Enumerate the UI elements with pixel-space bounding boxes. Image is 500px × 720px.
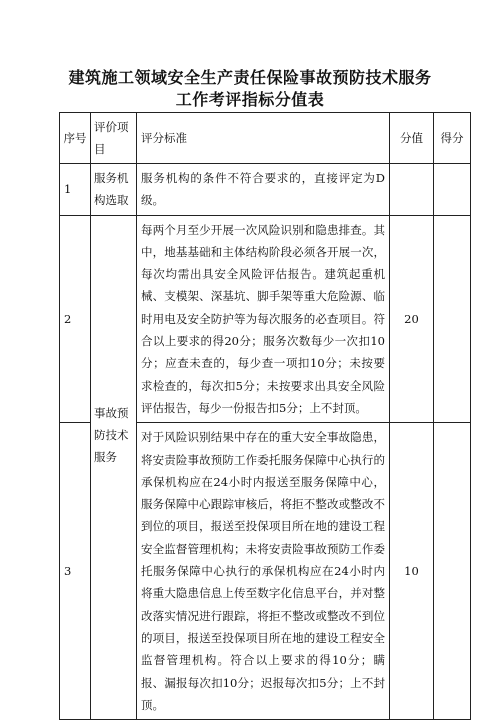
- score-table: [59, 112, 471, 720]
- document-title: 建筑施工领域安全生产责任保险事故预防技术服务: [68, 68, 432, 87]
- row-value: 10: [390, 423, 434, 720]
- document-subtitle: 工作考评指标分值表: [175, 90, 325, 109]
- row-standard: 每两个月至少开展一次风险识别和隐患排查。其中，地基基础和主体结构阶段必须各开展一次，每次均需出具安全风险评估报告。建筑起重机械、支模架、深基坑、脚手架等重大危险源、临时用电及安全防护等为每次服务的必查项目。符合以上要求的得20分；服务次数每少一次扣10分；应查未查的，每少查一项扣10分；未按要求检查的，每次扣5分；未按要求出具安全风险评估报告，每少一份报告扣5分；上不封顶。: [137, 215, 390, 423]
- row-seq: 3: [60, 423, 91, 720]
- row-standard: 服务机构的条件不符合要求的，直接评定为D级。: [137, 164, 390, 216]
- row-score: [434, 164, 471, 216]
- header-seq: 序号: [60, 113, 91, 164]
- table-row: [60, 215, 471, 423]
- row-seq: 2: [60, 215, 91, 423]
- table-row: [60, 164, 471, 216]
- row-item-merged: [91, 215, 137, 720]
- row-item: 事故预防技术服务: [94, 405, 129, 464]
- row-item: 服务机构选取: [91, 164, 137, 216]
- row-value: [390, 164, 434, 216]
- header-value: 分值: [390, 113, 434, 164]
- row-score: [434, 423, 471, 720]
- row-score: [434, 215, 471, 423]
- header-item: 评价项目: [91, 113, 137, 164]
- header-score: 得分: [434, 113, 471, 164]
- row-seq: 1: [60, 164, 91, 216]
- header-standard: 评分标准: [137, 113, 390, 164]
- row-standard: 对于风险识别结果中存在的重大安全事故隐患，将安责险事故预防工作委托服务保障中心执行的承保机构应在24小时内报送至服务保障中心，服务保障中心跟踪审核后，将拒不整改或整改不到位的项目，报送至投保项目所在地的建设工程安全监督管理机构；未将安责险事故预防工作委托服务保障中心执行的承保机构应在24小时内将重大隐患信息上传至数字化信息平台，并对整改落实情况进行跟踪，将拒不整改或整改不到位的项目，报送至投保项目所在地的建设工程安全监督管理机构。符合以上要求的得10分；瞒报、漏报每次扣10分；迟报每次扣5分；上不封顶。: [137, 423, 390, 720]
- row-value: 20: [390, 215, 434, 423]
- table-header-row: [60, 113, 471, 164]
